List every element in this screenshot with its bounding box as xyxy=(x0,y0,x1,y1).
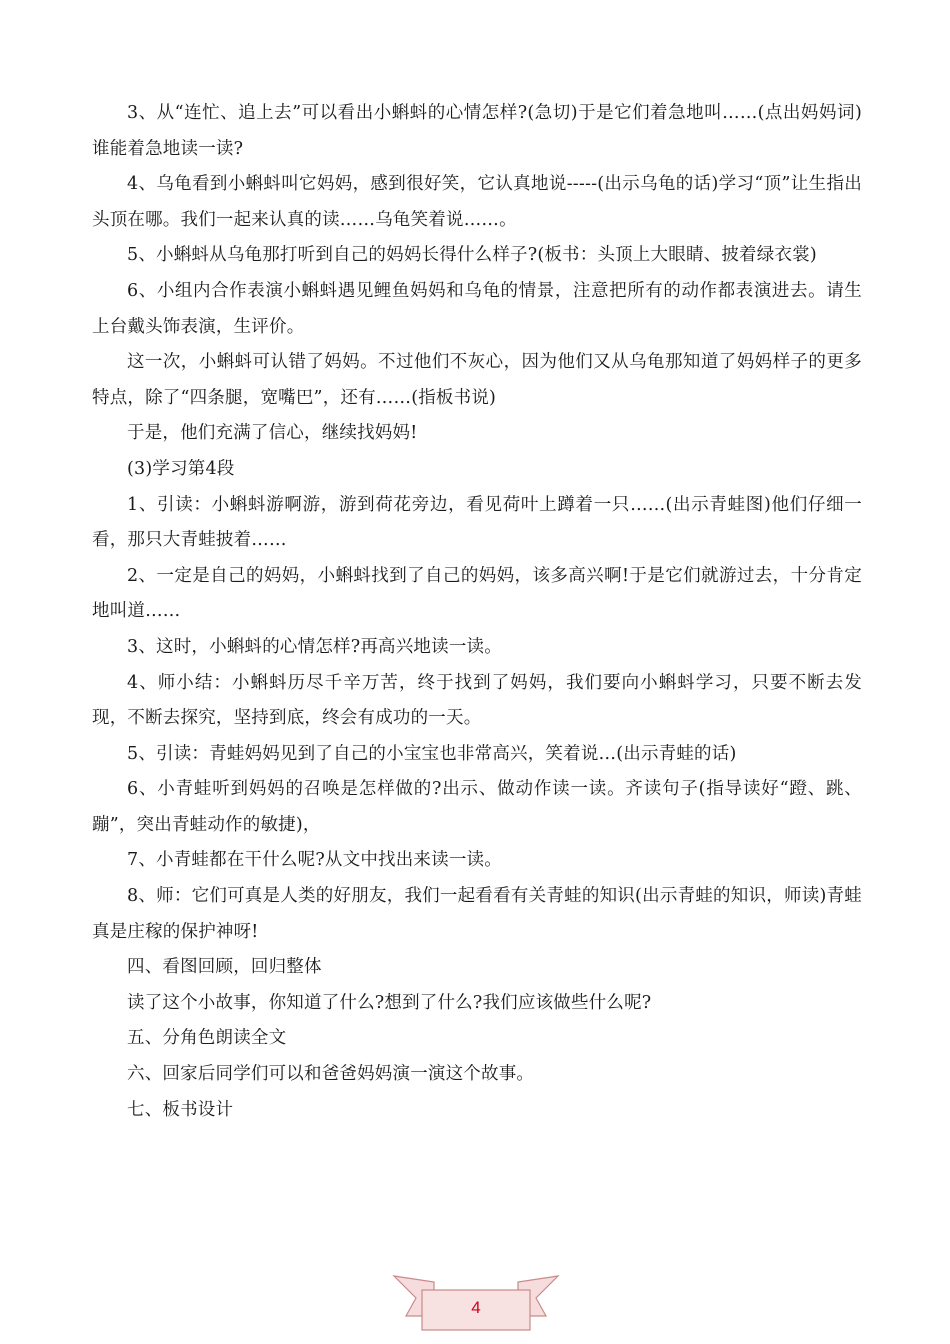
section-heading: 六、回家后同学们可以和爸爸妈妈演一演这个故事。 xyxy=(127,1064,535,1085)
paragraph: 5、引读：青蛙妈妈见到了自己的小宝宝也非常高兴，笑着说…(出示青蛙的话) xyxy=(127,743,737,764)
document-body xyxy=(92,96,862,1128)
paragraph: 7、小青蛙都在干什么呢?从文中找出来读一读。 xyxy=(127,850,502,871)
paragraph: 6、小青蛙听到妈妈的召唤是怎样做的?出示、做动作读一读。齐读句子(指导读好“蹬、跳、蹦”，突出青蛙动作的敏捷)， xyxy=(92,779,862,835)
paragraph: 于是，他们充满了信心，继续找妈妈! xyxy=(127,423,418,444)
paragraph: 4、乌龟看到小蝌蚪叫它妈妈，感到很好笑，它认真地说-----(出示乌龟的话)学习“顶”让生指出头顶在哪。我们一起来认真的读……乌龟笑着说……。 xyxy=(92,174,862,230)
paragraph: 6、小组内合作表演小蝌蚪遇见鲤鱼妈妈和乌龟的情景，注意把所有的动作都表演进去。请生上台戴头饰表演，生评价。 xyxy=(92,280,862,337)
paragraph: 4、师小结：小蝌蚪历尽千辛万苦，终于找到了妈妈，我们要向小蝌蚪学习，只要不断去发现，不断去探究，坚持到底，终会有成功的一天。 xyxy=(92,672,862,729)
section-heading: 四、看图回顾，回归整体 xyxy=(127,957,322,978)
paragraph: 3、这时，小蝌蚪的心情怎样?再高兴地读一读。 xyxy=(127,636,502,657)
paragraph: 3、从“连忙、追上去”可以看出小蝌蚪的心情怎样?(急切)于是它们着急地叫……(点出妈妈词)谁能着急地读一读? xyxy=(92,103,862,159)
section-heading: 五、分角色朗读全文 xyxy=(127,1028,287,1049)
paragraph: 读了这个小故事，你知道了什么?想到了什么?我们应该做些什么呢? xyxy=(127,992,652,1013)
section-heading: (3)学习第4段 xyxy=(127,458,235,479)
page-number: 4 xyxy=(471,1298,481,1317)
section-heading: 七、板书设计 xyxy=(127,1099,234,1120)
paragraph: 8、师：它们可真是人类的好朋友，我们一起看看有关青蛙的知识(出示青蛙的知识，师读)青蛙真是庄稼的保护神呀! xyxy=(92,886,862,942)
page-footer xyxy=(392,1272,560,1334)
paragraph: 这一次，小蝌蚪可认错了妈妈。不过他们不灰心，因为他们又从乌龟那知道了妈妈样子的更多特点，除了“四条腿，宽嘴巴”，还有……(指板书说) xyxy=(92,352,862,408)
paragraph: 2、一定是自己的妈妈，小蝌蚪找到了自己的妈妈，该多高兴啊!于是它们就游过去，十分肯定地叫道…… xyxy=(92,565,862,622)
paragraph: 1、引读：小蝌蚪游啊游，游到荷花旁边，看见荷叶上蹲着一只……(出示青蛙图)他们仔细一看，那只大青蛙披着…… xyxy=(92,494,862,551)
paragraph: 5、小蝌蚪从乌龟那打听到自己的妈妈长得什么样子?(板书：头顶上大眼睛、披着绿衣裳) xyxy=(127,245,817,266)
